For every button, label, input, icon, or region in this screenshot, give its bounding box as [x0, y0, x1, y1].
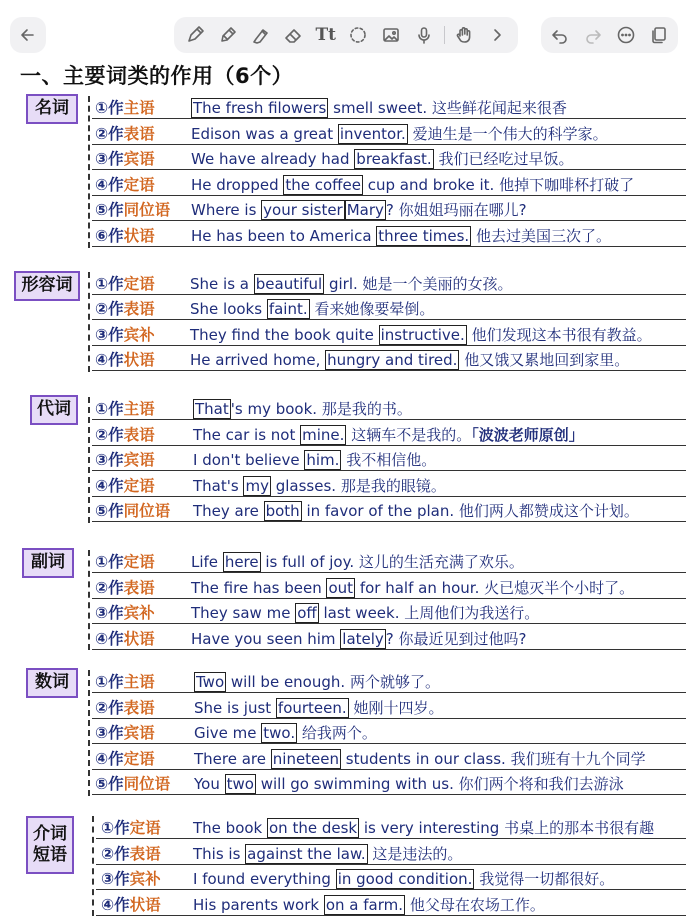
sentence-suffix: glasses. [270, 476, 337, 495]
text-tool-icon[interactable]: Tt [315, 25, 336, 45]
note-row [92, 472, 686, 497]
sentence-suffix: 's my book. [230, 400, 318, 418]
image-icon[interactable] [376, 20, 406, 50]
function-label [95, 173, 155, 195]
row-number: ④ [95, 175, 109, 194]
function-label [95, 550, 155, 572]
note-row [92, 745, 686, 770]
function-role: 定语 [129, 819, 161, 837]
function-role: 同位语 [123, 502, 171, 521]
example-sentence [194, 773, 624, 794]
boxed-word: three times. [378, 227, 470, 245]
note-row [92, 120, 686, 145]
function-verb: 作 [108, 553, 124, 571]
dashed-divider [88, 550, 90, 650]
sentence-suffix: ? [385, 201, 394, 220]
note-row [92, 295, 686, 320]
function-role: 宾语 [123, 150, 155, 169]
example-sentence [190, 298, 434, 319]
row-number: ④ [95, 476, 109, 495]
note-row [92, 446, 686, 471]
sentence-suffix: will be enough. [226, 673, 346, 691]
function-role: 宾语 [123, 451, 155, 470]
note-row [96, 891, 686, 916]
function-label [95, 297, 155, 319]
function-verb: 作 [108, 629, 124, 648]
function-verb: 作 [114, 844, 130, 863]
sentence-prefix: They find the book quite [190, 325, 379, 344]
sentence-prefix: The book [193, 819, 267, 837]
function-role: 主语 [123, 673, 155, 691]
function-label [95, 696, 155, 718]
function-label [95, 601, 155, 623]
function-verb: 作 [108, 300, 124, 319]
function-verb: 作 [108, 451, 124, 470]
hand-icon[interactable] [449, 20, 479, 50]
chinese-translation: 他们两人都赞成这个计划。 [458, 502, 639, 521]
note-row [96, 840, 686, 865]
note-row [92, 196, 686, 221]
chinese-translation: 我觉得一切都很好。 [479, 870, 615, 889]
function-verb: 作 [114, 870, 130, 889]
note-row [92, 346, 686, 371]
function-verb: 作 [108, 502, 124, 521]
example-sentence [191, 602, 539, 623]
sentence-prefix: The car is not [193, 425, 301, 444]
note-row [96, 814, 686, 839]
function-label [95, 499, 170, 521]
toolbar-tools-group [174, 17, 518, 53]
boxed-word: nineteen [272, 749, 340, 768]
function-label [95, 670, 155, 692]
back-arrow-icon[interactable] [13, 20, 43, 50]
row-number: ① [95, 673, 109, 691]
boxed-word: both [265, 502, 300, 521]
example-sentence [194, 671, 440, 692]
toolbar [0, 0, 690, 56]
row-number: ⑤ [95, 502, 109, 521]
sentence-suffix: cup and broke it. [362, 175, 495, 194]
function-verb: 作 [108, 325, 124, 344]
function-verb: 作 [108, 201, 124, 220]
example-sentence [194, 748, 646, 769]
note-row [92, 719, 686, 744]
function-role: 表语 [123, 124, 155, 143]
example-sentence [193, 500, 639, 521]
function-role: 状语 [129, 895, 161, 914]
function-label [95, 423, 155, 445]
function-label [95, 772, 170, 794]
function-label [101, 893, 161, 915]
function-label [95, 747, 155, 769]
example-sentence [190, 324, 652, 345]
function-label [95, 224, 155, 246]
function-verb: 作 [108, 724, 124, 743]
sentence-suffix: is full of joy. [260, 553, 355, 571]
pencil-icon[interactable] [213, 20, 243, 50]
boxed-word: That [195, 400, 229, 418]
function-verb: 作 [114, 819, 130, 837]
sentence-prefix: We have already had [191, 150, 355, 169]
redo-icon[interactable] [578, 20, 608, 50]
chinese-translation: 给我两个。 [301, 724, 377, 743]
boxed-word: off [297, 604, 317, 623]
toolbar-left-group [10, 17, 46, 53]
chinese-translation: 这是违法的。 [372, 844, 463, 863]
function-role: 表语 [123, 300, 155, 319]
note-row [92, 548, 686, 573]
dashed-divider [88, 96, 90, 248]
function-label [95, 627, 155, 649]
chinese-translation: 我不相信他。 [346, 451, 437, 470]
row-number: ④ [95, 351, 109, 370]
pen-icon[interactable] [180, 20, 210, 50]
chinese-translation: 书桌上的那本书很有趣 [504, 819, 655, 837]
example-sentence [193, 894, 545, 915]
chinese-translation: 她是一个美丽的女孩。 [362, 275, 513, 293]
function-role: 同位语 [123, 775, 171, 794]
function-role: 主语 [123, 400, 155, 418]
row-number: ⑤ [95, 775, 109, 794]
function-label [95, 448, 155, 470]
function-label [95, 323, 155, 345]
function-verb: 作 [108, 124, 124, 143]
microphone-icon[interactable] [409, 20, 439, 50]
function-verb: 作 [114, 895, 130, 914]
sentence-prefix: He dropped [191, 175, 284, 194]
chinese-translation: 我们班有十九个同学 [510, 749, 646, 768]
boxed-word: fourteen. [277, 698, 347, 717]
example-sentence [191, 225, 611, 246]
sentence-prefix: You [194, 775, 225, 794]
boxed-word: my [245, 476, 269, 495]
boxed-word: on the desk [269, 819, 358, 837]
function-role: 定语 [123, 275, 155, 293]
chinese-translation: 这辆车不是我的。 [351, 425, 472, 444]
function-verb: 作 [108, 351, 124, 370]
row-number: ① [95, 99, 109, 117]
function-verb: 作 [108, 227, 124, 245]
example-sentence [191, 577, 634, 598]
function-role: 状语 [123, 351, 155, 370]
row-number: ④ [95, 629, 109, 648]
row-number: ③ [95, 451, 109, 470]
sentence-suffix: will go swimming with us. [255, 775, 454, 794]
note-row [92, 222, 686, 247]
boxed-word: Mary [346, 201, 384, 220]
sentence-prefix: Have you seen him [191, 629, 341, 648]
function-label [95, 576, 155, 598]
chinese-translation: 她刚十四岁。 [353, 698, 444, 717]
chinese-translation: 火已熄灭半个小时了。 [484, 578, 635, 597]
sentence-prefix: She is a [190, 275, 254, 293]
function-label [95, 348, 155, 370]
sentence-prefix: He arrived home, [190, 351, 326, 370]
boxed-word: hungry and tired. [327, 351, 458, 370]
chinese-translation: 他掉下咖啡杯打破了 [499, 175, 635, 194]
row-number: ③ [101, 870, 115, 889]
function-verb: 作 [108, 99, 124, 117]
example-sentence [191, 123, 608, 144]
note-row [92, 625, 686, 650]
example-sentence [193, 449, 436, 470]
function-verb: 作 [108, 150, 124, 169]
sentence-prefix: I found everything [193, 870, 336, 889]
function-role: 状语 [123, 227, 155, 245]
function-role: 主语 [123, 99, 155, 117]
sentence-suffix: girl. [324, 275, 358, 293]
chinese-translation: 爱迪生是一个伟大的科学家。 [412, 124, 608, 143]
category-label: 副词 [22, 548, 74, 578]
boxed-word: mine. [302, 425, 345, 444]
lasso-icon[interactable] [343, 20, 373, 50]
boxed-word: two. [263, 724, 296, 743]
sentence-prefix: I don't believe [193, 451, 305, 470]
row-number: ② [95, 124, 109, 143]
sentence-prefix: They saw me [191, 604, 296, 623]
chinese-translation: 那是我的眼镜。 [340, 476, 446, 495]
chinese-translation: 上周他们为我送行。 [404, 604, 540, 623]
function-verb: 作 [108, 673, 124, 691]
dashed-divider [88, 272, 90, 372]
sentence-prefix: There are [194, 749, 271, 768]
boxed-word: The fresh filowers [193, 99, 327, 117]
row-number: ⑥ [95, 227, 109, 245]
row-number: ② [95, 300, 109, 319]
chinese-translation: 这儿的生活充满了欢乐。 [358, 553, 524, 571]
row-number: ③ [95, 604, 109, 623]
example-sentence [190, 273, 513, 294]
example-sentence [191, 551, 524, 572]
chinese-translation: 他又饿又累地回到家里。 [464, 351, 630, 370]
highlighter-icon[interactable] [245, 20, 275, 50]
function-verb: 作 [108, 175, 124, 194]
boxed-word: beautiful [255, 275, 323, 293]
toolbar-separator [444, 26, 445, 44]
chinese-translation: 你姐姐玛丽在哪儿? [398, 201, 527, 220]
chinese-translation: 看来她像要晕倒。 [314, 300, 435, 319]
example-sentence [190, 349, 629, 370]
chinese-translation: 那是我的书。 [321, 400, 412, 418]
boxed-word: breakfast. [356, 150, 432, 169]
category-label: 形容词 [14, 271, 80, 301]
row-number: ① [101, 819, 115, 837]
function-label [95, 122, 155, 144]
sentence-prefix: Where is [191, 201, 262, 220]
note-row [92, 321, 686, 346]
note-row [92, 694, 686, 719]
function-verb: 作 [108, 476, 124, 495]
chinese-translation: 这些鲜花闻起来很香 [431, 99, 567, 117]
sentence-suffix: students in our class. [341, 749, 506, 768]
note-row [92, 171, 686, 196]
function-role: 宾补 [123, 325, 155, 344]
note-row [92, 421, 686, 446]
example-sentence [193, 424, 584, 445]
example-sentence [191, 199, 527, 220]
function-role: 状语 [123, 629, 155, 648]
function-role: 宾补 [129, 870, 161, 889]
note-row [92, 145, 686, 170]
function-verb: 作 [108, 775, 124, 794]
note-row [92, 270, 686, 295]
note-row [92, 668, 686, 693]
row-number: ④ [101, 895, 115, 914]
sentence-prefix: She looks [190, 300, 267, 319]
boxed-word: instructive. [380, 325, 465, 344]
sentence-prefix: They are [193, 502, 264, 521]
example-sentence [191, 174, 634, 195]
function-label [101, 842, 161, 864]
example-sentence [191, 148, 574, 169]
author-note: 「波波老师原创」 [471, 425, 584, 444]
toolbar-right-group [541, 17, 678, 53]
sentence-prefix: Life [191, 553, 223, 571]
boxed-word: here [224, 553, 259, 571]
boxed-word: Two [196, 673, 225, 691]
function-role: 表语 [123, 698, 155, 717]
chinese-translation: 他去过美国三次了。 [476, 227, 612, 245]
sentence-prefix: His parents work [193, 895, 324, 914]
boxed-word: your sister [263, 201, 343, 220]
note-row [92, 599, 686, 624]
row-number: ① [95, 400, 109, 418]
function-role: 表语 [123, 578, 155, 597]
boxed-word: the coffee [285, 175, 361, 194]
function-role: 定语 [123, 749, 155, 768]
row-number: ⑤ [95, 201, 109, 220]
row-number: ③ [95, 724, 109, 743]
row-number: ② [95, 698, 109, 717]
function-verb: 作 [108, 698, 124, 717]
function-role: 表语 [123, 425, 155, 444]
boxed-word: against the law. [247, 844, 366, 863]
example-sentence [193, 817, 654, 838]
eraser-icon[interactable] [278, 20, 308, 50]
boxed-word: on a farm. [325, 895, 404, 914]
sentence-suffix: last week. [318, 604, 400, 623]
example-sentence [191, 97, 567, 118]
example-sentence [193, 868, 614, 889]
row-number: ① [95, 553, 109, 571]
sentence-prefix: This is [193, 844, 246, 863]
chinese-translation: 他父母在农场工作。 [409, 895, 545, 914]
function-verb: 作 [108, 578, 124, 597]
category-label: 介词 短语 [26, 816, 74, 874]
row-number: ③ [95, 325, 109, 344]
chinese-translation: 两个就够了。 [349, 673, 440, 691]
row-number: ① [95, 275, 109, 293]
function-role: 宾补 [123, 604, 155, 623]
boxed-word: inventor. [339, 124, 406, 143]
sentence-suffix: in favor of the plan. [301, 502, 455, 521]
page-title: 一、主要词类的作用（6个） [20, 64, 294, 88]
undo-icon[interactable] [545, 20, 575, 50]
function-role: 表语 [129, 844, 161, 863]
note-row [92, 574, 686, 599]
boxed-word: faint. [268, 300, 308, 319]
sentence-prefix: That's [193, 476, 244, 495]
function-label [95, 198, 170, 220]
function-role: 定语 [123, 476, 155, 495]
function-verb: 作 [108, 400, 124, 418]
function-label [95, 397, 155, 419]
note-row [96, 865, 686, 890]
function-verb: 作 [108, 604, 124, 623]
sentence-prefix: Edison was a great [191, 124, 338, 143]
function-role: 宾语 [123, 724, 155, 743]
example-sentence [194, 697, 443, 718]
sentence-suffix: is very interesting [359, 819, 500, 837]
boxed-word: in good condition. [337, 870, 473, 889]
function-role: 定语 [123, 175, 155, 194]
function-verb: 作 [108, 275, 124, 293]
sentence-prefix: She is just [194, 698, 276, 717]
boxed-word: lately [342, 629, 384, 648]
note-row [92, 497, 686, 522]
more-icon[interactable] [611, 20, 641, 50]
pages-icon[interactable] [644, 20, 674, 50]
row-number: ③ [95, 150, 109, 169]
note-row [92, 94, 686, 119]
sentence-suffix: ? [385, 629, 394, 648]
dashed-divider [88, 670, 90, 796]
function-label [95, 721, 155, 743]
category-label: 代词 [30, 395, 78, 425]
function-role: 定语 [123, 553, 155, 571]
boxed-word: two [226, 775, 254, 794]
function-label [95, 147, 155, 169]
note-row [92, 770, 686, 795]
chinese-translation: 我们已经吃过早饭。 [438, 150, 574, 169]
boxed-word: out [328, 578, 354, 597]
chevron-right-icon[interactable] [482, 20, 512, 50]
example-sentence [194, 722, 377, 743]
dashed-divider [88, 397, 90, 523]
row-number: ④ [95, 749, 109, 768]
chinese-translation: 你最近见到过他吗? [398, 629, 527, 648]
sentence-suffix: for half an hour. [355, 578, 480, 597]
function-role: 同位语 [123, 201, 171, 220]
row-number: ② [95, 425, 109, 444]
function-label [101, 816, 161, 838]
function-verb: 作 [108, 749, 124, 768]
chinese-translation: 他们发现这本书很有教益。 [471, 325, 652, 344]
sentence-prefix: The fire has been [191, 578, 327, 597]
example-sentence [193, 843, 462, 864]
function-label [95, 474, 155, 496]
sentence-suffix: smell sweet. [328, 99, 428, 117]
chinese-translation: 你们两个将和我们去游泳 [458, 775, 624, 794]
sentence-prefix: Give me [194, 724, 262, 743]
row-number: ② [95, 578, 109, 597]
sentence-prefix: He has been to America [191, 227, 377, 245]
function-label [95, 96, 155, 118]
category-label: 数词 [26, 668, 78, 698]
example-sentence [193, 398, 412, 419]
example-sentence [191, 628, 527, 649]
note-row [92, 395, 686, 420]
function-label [101, 867, 161, 889]
example-sentence [193, 475, 446, 496]
function-verb: 作 [108, 425, 124, 444]
boxed-word: him. [306, 451, 340, 470]
row-number: ② [101, 844, 115, 863]
category-label: 名词 [26, 94, 78, 124]
function-label [95, 272, 155, 294]
dashed-divider [92, 816, 94, 916]
